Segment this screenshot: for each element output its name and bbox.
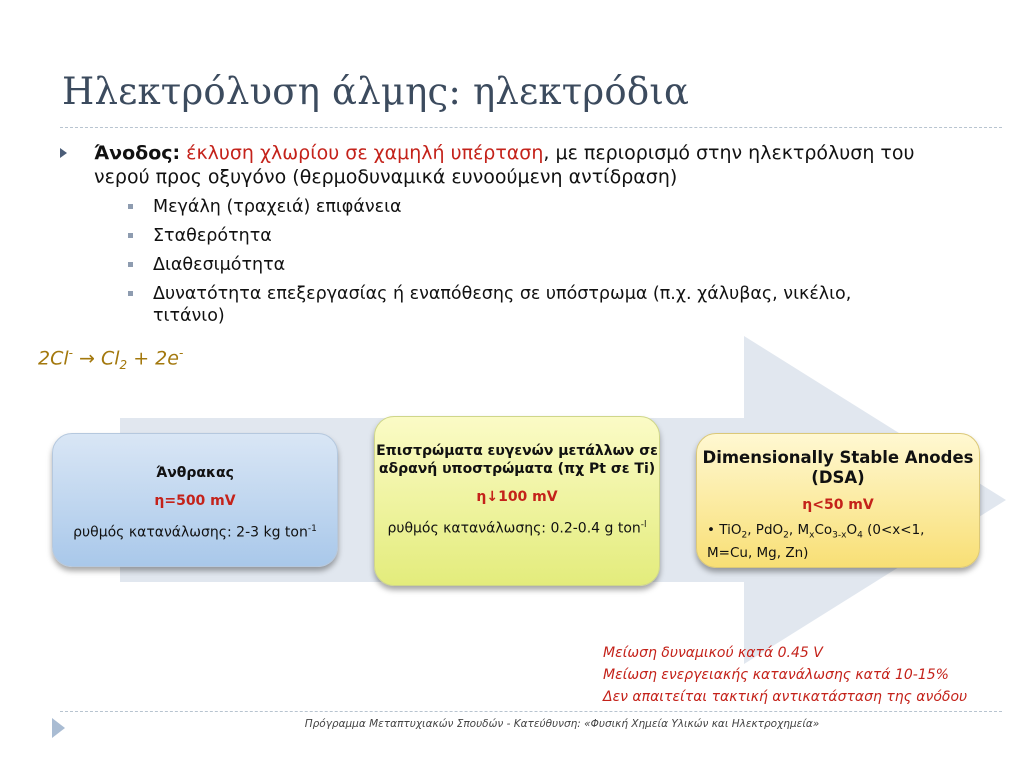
anode-description: , με περιορισμό στην ηλεκτρόλυση του νερού προς οξυγόνο (θερμοδυναμικά ευνοούμενη αντίδραση) bbox=[94, 142, 915, 188]
noble-consumption: ρυθμός κατανάλωσης: 0.2-0.4 g ton$^{-l}$ bbox=[387, 520, 647, 537]
slide-title: Ηλεκτρόλυση άλμης: ηλεκτρόδια bbox=[62, 70, 690, 113]
benefit-line: Δεν απαιτείται τακτική αντικατάσταση της ανόδου bbox=[603, 689, 968, 705]
dsa-overpotential: η<50 mV bbox=[802, 497, 874, 513]
list-item: Διαθεσιμότητα bbox=[128, 254, 888, 276]
dsa-benefits bbox=[603, 642, 967, 708]
list-item: Μεγάλη (τραχειά) επιφάνεια bbox=[128, 196, 888, 218]
anode-label: Άνοδος: bbox=[94, 142, 181, 164]
footer-text: Πρόγραμμα Μεταπτυχιακών Σπουδών - Κατεύθυνση: «Φυσική Χημεία Υλικών και Ηλεκτροχημεία» bbox=[304, 718, 820, 730]
down-arrow-icon: ↓ bbox=[486, 489, 499, 505]
dsa-box bbox=[696, 433, 980, 568]
carbon-consumption: ρυθμός κατανάλωσης: 2-3 kg ton$^{-1}$ bbox=[73, 524, 317, 541]
benefit-line: Μείωση δυναμικού κατά 0.45 V bbox=[603, 645, 823, 661]
carbon-overpotential: η=500 mV bbox=[154, 493, 236, 509]
noble-metal-box bbox=[374, 416, 660, 586]
carbon-title: Άνθρακας bbox=[156, 465, 234, 481]
list-item: Δυνατότητα επεξεργασίας ή εναπόθεσης σε υπόστρωμα (π.χ. χάλυβας, νικέλιο, τιτάνιο) bbox=[128, 283, 888, 327]
list-item: Σταθερότητα bbox=[128, 225, 888, 247]
reaction-arrow-icon: → bbox=[79, 347, 95, 370]
chlorine-reaction: $2Cl^- \to Cl_2 + 2e^-$ bbox=[38, 346, 184, 373]
footer-divider bbox=[60, 711, 1002, 712]
anode-highlight: έκλυση χλωρίου σε χαμηλή υπέρταση bbox=[186, 142, 544, 164]
carbon-anode-box bbox=[52, 433, 338, 567]
benefit-line: Μείωση ενεργειακής κατανάλωσης κατά 10-15% bbox=[603, 667, 949, 683]
noble-overpotential: η↓100 mV bbox=[476, 489, 558, 505]
dsa-composition: • TiO$_2$, PdO$_2$, $M_xCo_{3-x}O_4$ (0<x<1, M=Cu, Mg, Zn) bbox=[707, 522, 925, 561]
noble-title: Επιστρώματα ευγενών μετάλλων σε αδρανή υποστρώματα (πχ Pt σε Ti) bbox=[376, 443, 658, 477]
dsa-title: Dimensionally Stable Anodes (DSA) bbox=[702, 448, 974, 487]
